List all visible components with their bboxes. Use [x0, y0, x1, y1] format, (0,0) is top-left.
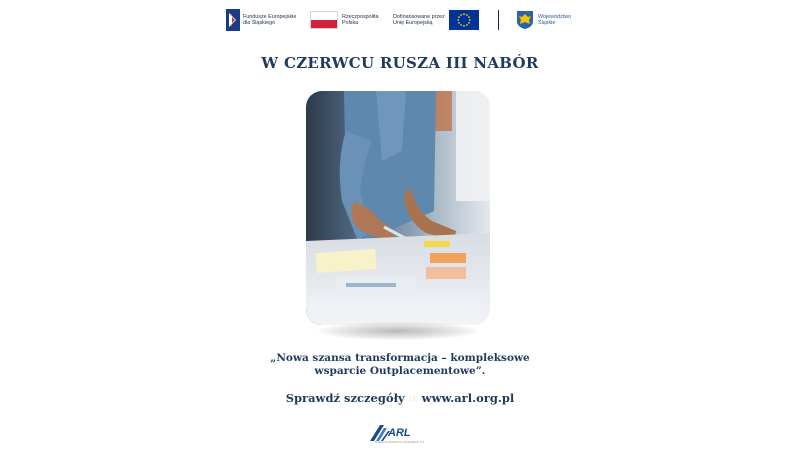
pointing-hand-icon: ☞: [408, 394, 418, 405]
website-link[interactable]: www.arl.org.pl: [421, 391, 515, 405]
rzeczpospolita-polska-label: Rzeczpospolita Polska: [342, 14, 379, 26]
logo-separator: [498, 10, 499, 30]
eu-cofinancing-logo: [393, 8, 479, 32]
arl-wordmark: ARL: [388, 427, 411, 439]
rzeczpospolita-polska-logo: [310, 8, 379, 32]
arl-mark-icon: [370, 425, 390, 441]
wojewodztwo-slaskie-label: Województwo Śląskie: [538, 14, 572, 26]
eu-flag-icon: [449, 10, 479, 30]
fundusze-europejskie-mark-icon: [226, 9, 240, 31]
headline: W CZERWCU RUSZA III NABÓR: [261, 54, 539, 72]
photo-shadow: [318, 322, 478, 340]
logo-bar: [226, 8, 576, 32]
polish-flag-icon: [310, 11, 338, 29]
arl-logo: [370, 424, 430, 446]
arl-tagline: AGENCJA ROZWOJU LOKALNEGO S.A.: [374, 441, 426, 444]
fundusze-europejskie-label: Fundusze Europejskie dla Śląskiego: [243, 14, 297, 26]
eu-cofinancing-label: Dofinansowane przez Unię Europejską: [393, 14, 445, 26]
office-work-illustration: [306, 91, 490, 325]
cta-label: Sprawdź szczegóły: [285, 391, 405, 405]
silesian-eagle-crest-icon: [516, 10, 534, 30]
project-title: „Nowa szansa transformacja – kompleksowe wsparcie Outplacementowe”.: [270, 352, 530, 377]
hero-photo: [306, 91, 490, 325]
fundusze-europejskie-logo: [226, 8, 296, 32]
wojewodztwo-slaskie-logo: [516, 8, 571, 32]
cta-line: [0, 391, 800, 405]
